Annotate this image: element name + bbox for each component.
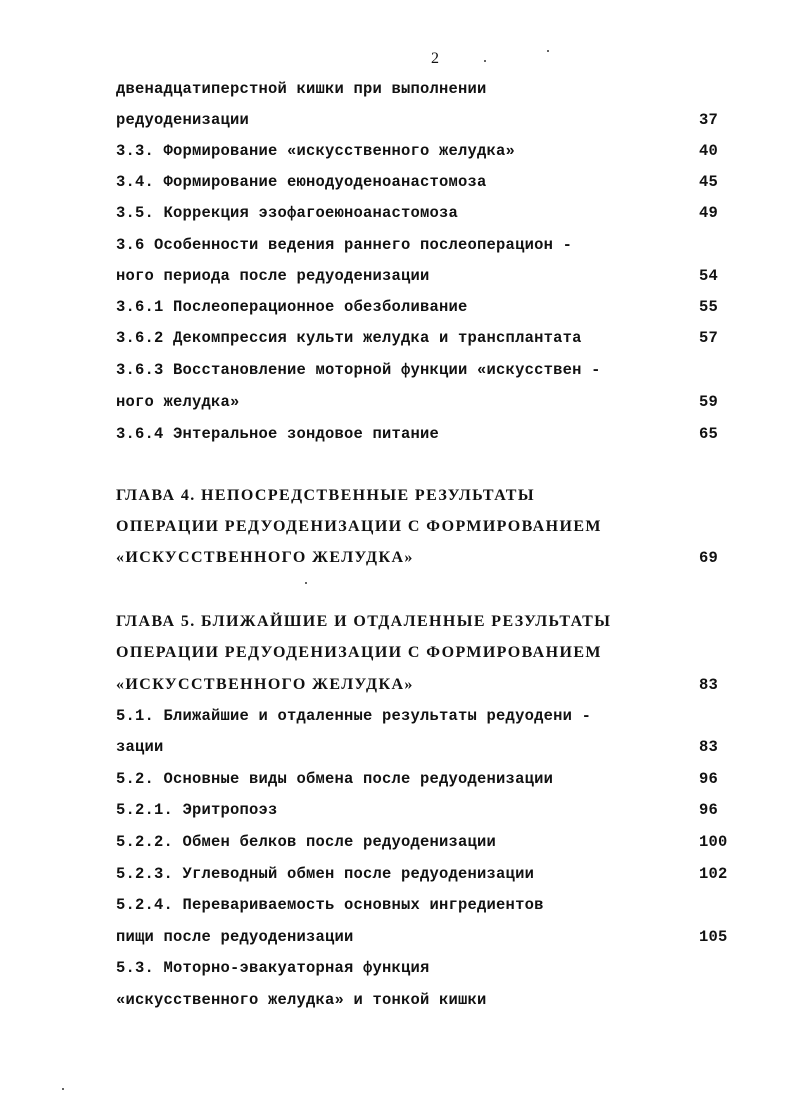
toc-line: 3.6.1 Послеоперационное обезболивание 55 xyxy=(116,298,719,316)
toc-line: 5.2.4. Перевариваемость основных ингредиентов xyxy=(116,896,544,914)
toc-line: 5.3. Моторно-эвакуаторная функция xyxy=(116,959,430,977)
scan-speck xyxy=(484,60,486,62)
toc-line: 3.5. Коррекция эзофагоеюноанастомоза 49 xyxy=(116,204,719,222)
chapter-heading: ГЛАВА 5. БЛИЖАЙШИЕ И ОТДАЛЕННЫЕ РЕЗУЛЬТАТЫ xyxy=(116,613,612,630)
toc-line: редуоденизации 37 xyxy=(116,111,719,129)
toc-line: 3.6.3 Восстановление моторной функции «искусствен - xyxy=(116,361,601,379)
chapter-heading: ОПЕРАЦИИ РЕДУОДЕНИЗАЦИИ С ФОРМИРОВАНИЕМ xyxy=(116,518,602,535)
toc-line: 5.2.2. Обмен белков после редуоденизации 100 xyxy=(116,833,728,851)
toc-line: 5.1. Ближайшие и отдаленные результаты редуодени - xyxy=(116,707,592,725)
scan-speck xyxy=(547,50,549,52)
scan-speck xyxy=(305,582,307,584)
toc-line: 5.2. Основные виды обмена после редуоденизации 96 xyxy=(116,770,719,788)
scan-speck xyxy=(62,1088,64,1090)
toc-line: двенадцатиперстной кишки при выполнении xyxy=(116,80,487,98)
toc-line: 3.3. Формирование «искусственного желудка» 40 xyxy=(116,142,719,160)
chapter-heading: ОПЕРАЦИИ РЕДУОДЕНИЗАЦИИ С ФОРМИРОВАНИЕМ xyxy=(116,644,602,661)
chapter-heading: ГЛАВА 4. НЕПОСРЕДСТВЕННЫЕ РЕЗУЛЬТАТЫ xyxy=(116,487,535,504)
toc-line: 5.2.1. Эритропоэз 96 xyxy=(116,801,719,819)
toc-line: 5.2.3. Углеводный обмен после редуоденизации 102 xyxy=(116,865,728,883)
toc-line: пищи после редуоденизации 105 xyxy=(116,928,728,946)
toc-line: 3.6 Особенности ведения раннего послеоперацион - xyxy=(116,236,573,254)
toc-line: ного периода после редуоденизации 54 xyxy=(116,267,719,285)
chapter-heading: «ИСКУССТВЕННОГО ЖЕЛУДКА» 83 xyxy=(116,676,719,694)
toc-line: зации 83 xyxy=(116,738,719,756)
toc-line: 3.4. Формирование еюнодуоденоанастомоза 45 xyxy=(116,173,719,191)
page-number: 2 xyxy=(431,50,439,67)
toc-line: 3.6.2 Декомпрессия культи желудка и трансплантата 57 xyxy=(116,329,719,347)
toc-line: «искусственного желудка» и тонкой кишки xyxy=(116,991,487,1009)
chapter-heading: «ИСКУССТВЕННОГО ЖЕЛУДКА» 69 xyxy=(116,549,719,567)
toc-line: ного желудка» 59 xyxy=(116,393,719,411)
toc-line: 3.6.4 Энтеральное зондовое питание 65 xyxy=(116,425,719,443)
